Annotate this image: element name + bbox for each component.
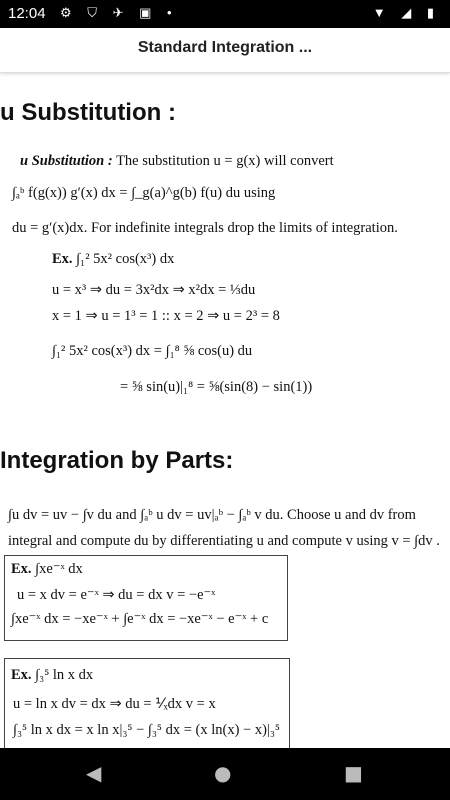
u-formula: ∫ₐᵇ f(g(x)) g′(x) dx = ∫_g(a)^g(b) f(u) du using (12, 185, 276, 201)
parts-ex1-label: Ex. (11, 561, 32, 577)
u-step-4: = ⅝ sin(u)|₁⁸ = ⅝(sin(8) − sin(1)) (120, 379, 313, 395)
u-intro-label: u Substitution : (20, 153, 113, 169)
parts-ex1-step-1: u = x dv = e⁻ˣ ⇒ du = dx v = −e⁻ˣ (17, 587, 216, 603)
u-example-label: Ex. (52, 251, 73, 267)
parts-ex2-label: Ex. (11, 667, 32, 683)
parts-ex1-step-2: ∫xe⁻ˣ dx = −xe⁻ˣ + ∫e⁻ˣ dx = −xe⁻ˣ − e⁻ˣ + c (11, 611, 269, 627)
parts-ex2-integral: ∫₃⁵ ln x dx (35, 667, 94, 683)
parts-ex2-step-2: ∫₃⁵ ln x dx = x ln x|₃⁵ − ∫₃⁵ dx = (x ln(x) − x)|₃⁵ (13, 722, 280, 738)
integration-by-parts-heading: Integration by Parts: (0, 447, 234, 474)
parts-ex2-step-1: u = ln x dv = dx ⇒ du = ⅟ₓdx v = x (13, 696, 216, 712)
u-step-3: ∫₁² 5x² cos(x³) dx = ∫₁⁸ ⅝ cos(u) du (52, 343, 253, 359)
u-example (52, 251, 174, 268)
status-time: 12:04 (8, 5, 46, 22)
u-example-integral: ∫₁² 5x² cos(x³) dx (76, 251, 175, 267)
home-icon[interactable]: ● (214, 761, 232, 785)
u-note: du = g′(x)dx. For indefinite integrals drop the limits of integration. (12, 220, 398, 236)
u-step-1: u = x³ ⇒ du = 3x²dx ⇒ x²dx = ⅓du (52, 282, 256, 298)
parts-ex2 (11, 667, 93, 684)
app-bar (0, 28, 450, 73)
content-area[interactable] (0, 75, 450, 748)
notification-icons: ⚙ ⛉ ✈ ▣ • (60, 5, 178, 20)
parts-example-2-box (4, 658, 290, 748)
system-icons: ▼ ◢ ▮ (372, 5, 440, 20)
parts-ex1 (11, 561, 83, 578)
parts-text-1: ∫u dv = uv − ∫v du and ∫ₐᵇ u dv = uv|ₐᵇ − ∫ₐᵇ v du. Choose u and dv from (8, 507, 416, 523)
u-step-2: x = 1 ⇒ u = 1³ = 1 :: x = 2 ⇒ u = 2³ = 8 (52, 308, 280, 324)
parts-example-1-box (4, 555, 288, 641)
page-title: Standard Integration ... (137, 39, 313, 56)
parts-text-2: integral and compute du by differentiating u and compute v using v = ∫dv . (8, 533, 440, 549)
u-substitution-heading: u Substitution : (0, 99, 176, 126)
navigation-bar (0, 748, 450, 800)
back-icon[interactable]: ◀ (86, 761, 102, 785)
recents-icon[interactable]: ■ (344, 761, 363, 785)
status-bar (0, 0, 450, 28)
parts-ex1-integral: ∫xe⁻ˣ dx (35, 561, 83, 577)
u-intro-text: The substitution u = g(x) will convert (116, 153, 334, 169)
u-intro (20, 153, 334, 170)
